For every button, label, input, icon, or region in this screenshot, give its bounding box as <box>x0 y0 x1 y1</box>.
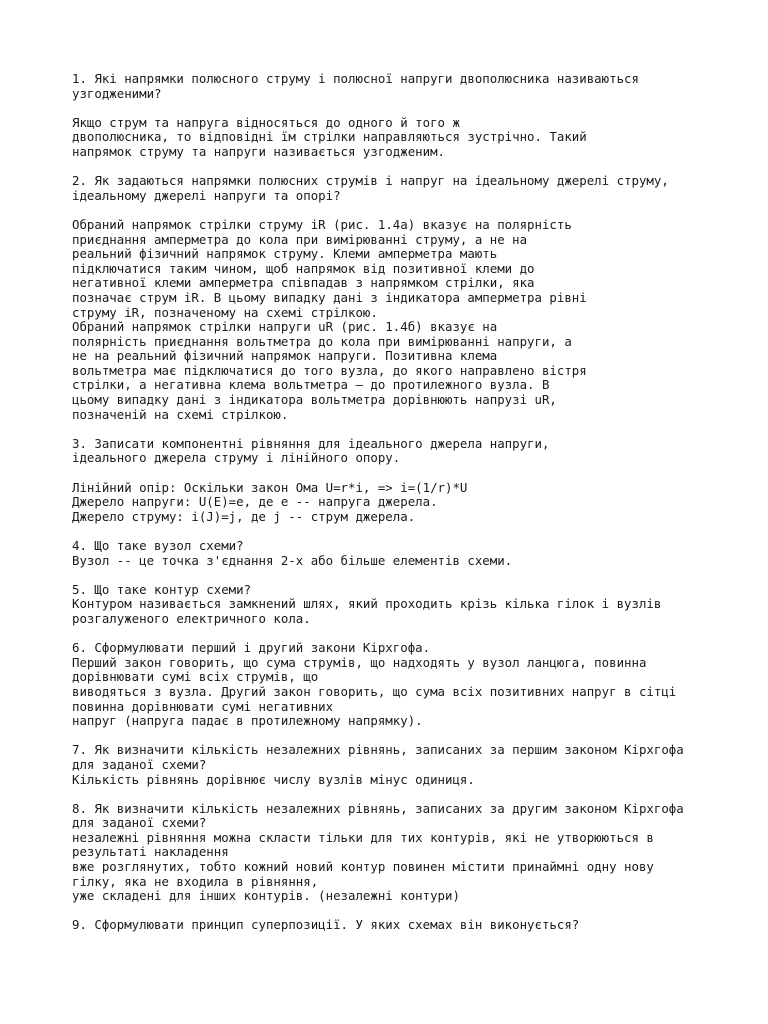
text-block <box>72 72 712 101</box>
text-line: вольтметра має підключатися до того вузла, до якого направлено вістря <box>72 362 587 378</box>
text-line: результаті накладення <box>72 844 229 860</box>
text-line: незалежні рівняння можна скласти тільки для тих контурів, які не утворюються в <box>72 829 654 845</box>
text-line: Якщо струм та напруга відносяться до одного й того ж <box>72 114 460 130</box>
text-line: повинна дорівнювати сумі негативних <box>72 698 334 714</box>
text-line: позначає струм iR. В цьому випадку дані з індикатора амперметра рівні <box>72 289 587 305</box>
text-line: цьому випадку дані з індикатора вольтметра дорівнюють напрузі uR, <box>72 392 557 408</box>
text-line: Лінійний опір: Оскільки закон Ома U=r*i, => i=(1/r)*U <box>72 479 468 495</box>
text-block <box>72 539 712 568</box>
text-block <box>72 437 712 466</box>
text-block <box>72 641 712 729</box>
text-line: позначеній на схемі стрілкою. <box>72 406 289 422</box>
text-line: 2. Як задаються напрямки полюсних струмів і напруг на ідеальному джерелі струму, <box>72 173 669 189</box>
text-line: для заданої схеми? <box>72 815 207 831</box>
text-block <box>72 583 712 627</box>
text-line: Джерело струму: i(J)=j, де j -- струм джерела. <box>72 508 416 524</box>
text-block <box>72 743 712 787</box>
text-line: дорівнювати сумі всіх струмів, що <box>72 669 319 685</box>
text-block <box>72 218 712 422</box>
text-line: Джерело напруги: U(E)=e, де e -- напруга джерела. <box>72 494 438 510</box>
text-line: ідеальному джерелі напруги та опорі? <box>72 187 341 203</box>
text-block <box>72 802 712 904</box>
text-line: 4. Що таке вузол схеми? <box>72 538 244 553</box>
text-block <box>72 481 712 525</box>
text-line: напрямок струму та напруги називається узгодженим. <box>72 143 445 159</box>
text-line: 9. Сформулювати принцип суперпозиції. У яких схемах він виконується? <box>72 917 580 933</box>
text-line: вже розглянутих, тобто кожний новий контур повинен містити принаймні одну нову <box>72 859 654 875</box>
text-line: стрілки, а негативна клема вольтметра – до протилежного вузла. В <box>72 377 550 393</box>
text-line: 1. Які напрямки полюсного струму і полюсної напруги двополюсника називаються <box>72 71 639 86</box>
text-line: напруг (напруга падає в протилежному напрямку). <box>72 713 423 729</box>
text-line: узгодженими? <box>72 85 162 101</box>
text-line: негативної клеми амперметра співпадав з напрямком стрілки, яка <box>72 275 535 291</box>
text-line: Контуром називається замкнений шлях, який проходить крізь кілька гілок і вузлів <box>72 596 662 612</box>
text-line: Кількість рівнянь дорівнює числу вузлів мінус одиниця. <box>72 771 475 787</box>
text-line: не на реальний фізичний напрямок напруги. Позитивна клема <box>72 348 498 364</box>
text-line: гілку, яка не входила в рівняння, <box>72 873 319 889</box>
text-line: Обраний напрямок стрілки струму iR (рис. 1.4а) вказує на полярність <box>72 216 572 232</box>
text-line: Вузол -- це точка з'єднання 2-х або більше елементів схеми. <box>72 552 513 568</box>
text-line: уже складені для інших контурів. (незалежні контури) <box>72 888 460 904</box>
text-block <box>72 174 712 203</box>
text-line: струму iR, позначеному на схемі стрілкою. <box>72 304 378 320</box>
text-line: реальний фізичний напрямок струму. Клеми амперметра мають <box>72 246 498 262</box>
text-line: ідеального джерела струму і лінійного опору. <box>72 450 401 466</box>
text-line: 3. Записати компонентні рівняння для ідеального джерела напруги, <box>72 435 550 451</box>
text-block <box>72 918 712 933</box>
text-line: Обраний напрямок стрілки напруги uR (рис. 1.4б) вказує на <box>72 319 498 335</box>
text-line: 6. Сформулювати перший і другий закони Кірхгофа. <box>72 640 431 656</box>
text-line: полярність приєднання вольтметра до кола при вимірюванні напруги, а <box>72 333 572 349</box>
text-line: для заданої схеми? <box>72 756 207 772</box>
text-line: виводяться з вузла. Другий закон говорить, що сума всіх позитивних напруг в сітці <box>72 683 677 699</box>
text-line: підключатися таким чином, щоб напрямок від позитивної клеми до <box>72 260 535 276</box>
text-line: приєднання амперметра до кола при вимірюванні струму, а не на <box>72 231 528 247</box>
text-line: 8. Як визначити кількість незалежних рівнянь, записаних за другим законом Кірхгофа <box>72 800 684 816</box>
text-line: розгалуженого електричного кола. <box>72 610 311 626</box>
text-line: 7. Як визначити кількість незалежних рівнянь, записаних за першим законом Кірхгофа <box>72 742 684 758</box>
text-line: 5. Що таке контур схеми? <box>72 581 252 597</box>
text-line: двополюсника, то відповідні їм стрілки направляються зустрічно. Такий <box>72 129 587 145</box>
text-block <box>72 116 712 160</box>
document-page <box>72 72 712 948</box>
text-line: Перший закон говорить, що сума струмів, що надходять у вузол ланцюга, повинна <box>72 654 647 670</box>
